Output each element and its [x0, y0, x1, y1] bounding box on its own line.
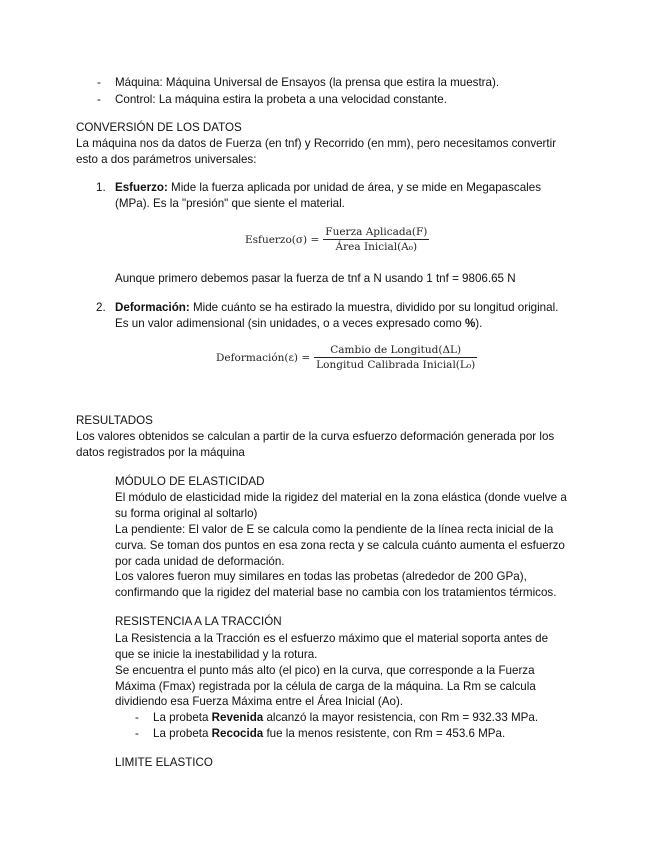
formula-numerator: Fuerza Aplicada(F) [325, 226, 428, 238]
bullet-recocida [153, 726, 505, 742]
bullet-dash: - [97, 76, 101, 89]
bullet-text: La probeta [153, 727, 212, 740]
paragraph-line: La Resistencia a la Tracción es el esfuerzo máximo que el material soporta antes de [115, 632, 549, 645]
item-text: ). [475, 317, 483, 330]
paragraph-line: curva. Se toman dos puntos en esa zona recta y se calcula cuánto aumenta el esfuerzo [115, 539, 565, 552]
bullet-dash: - [135, 727, 139, 740]
bullet-control: Control: La máquina estira la probeta a una velocidad constante. [115, 93, 447, 106]
item-stress-line1 [115, 180, 541, 196]
paragraph-line: confirmando que la rigidez del material base no cambia con los tratamientos térmicos. [115, 586, 557, 599]
formula-fraction [323, 226, 429, 253]
bullet-dash: - [97, 93, 101, 106]
specimen-name: Recocida [211, 727, 264, 740]
item-text: Mide cuánto se ha estirado la muestra, dividido por su longitud original. [189, 301, 559, 314]
paragraph-line: Máxima (Fmax) registrada por la célula de carga de la máquina. La Rm se calcula [115, 680, 536, 693]
term-strain: Deformación: [115, 301, 190, 314]
item-text: Mide la fuerza aplicada por unidad de área, y se mide en Megapascales [167, 181, 541, 194]
conversion-note: Aunque primero debemos pasar la fuerza de tnf a N usando 1 tnf = 9806.65 N [115, 272, 516, 285]
bullet-dash: - [135, 711, 139, 724]
paragraph-line: La pendiente: El valor de E se calcula como la pendiente de la línea recta inicial de la [115, 523, 554, 536]
paragraph-line: por cada unidad de deformación. [115, 555, 285, 568]
item-stress-line2: (MPa). Es la "presión" que siente el material. [115, 197, 345, 210]
formula-lhs: Deformación(ε) = [216, 351, 311, 364]
bullet-machine: Máquina: Máquina Universal de Ensayos (la prensa que estira la muestra). [115, 76, 500, 89]
bullet-text: fue la menos resistente, con Rm = 453.6 MPa. [263, 727, 506, 740]
paragraph-line: El módulo de elasticidad mide la rigidez del material en la zona elástica (donde vuelve a [115, 491, 567, 504]
paragraph-line: Los valores obtenidos se calculan a partir de la curva esfuerzo deformación generada por los [76, 430, 555, 443]
heading-conversion: CONVERSIÓN DE LOS DATOS [76, 121, 242, 134]
formula-lhs: Esfuerzo(σ) = [245, 233, 320, 246]
bullet-revenida [153, 710, 538, 726]
percent-symbol: % [464, 317, 476, 330]
heading-modulus: MÓDULO DE ELASTICIDAD [115, 475, 265, 488]
bullet-text: alcanzó la mayor resistencia, con Rm = 932.33 MPa. [263, 711, 539, 724]
paragraph-line: esto a dos parámetros universales: [76, 153, 257, 166]
paragraph-line: dividiendo esa Fuerza Máxima entre el Área Inicial (Ao). [115, 695, 404, 708]
bullet-text: La probeta [153, 711, 212, 724]
paragraph-line: que se inicie la inestabilidad y la rotura. [115, 648, 318, 661]
paragraph-line: Se encuentra el punto más alto (el pico) en la curva, que corresponde a la Fuerza [115, 664, 535, 677]
list-number: 1. [96, 181, 106, 194]
paragraph-line: Los valores fueron muy similares en todas las probetas (alrededor de 200 GPa), [115, 570, 527, 583]
formula-denominator: Área Inicial(A₀) [335, 241, 418, 253]
item-strain-line2 [115, 316, 482, 332]
formula-denominator: Longitud Calibrada Inicial(L₀) [316, 359, 476, 371]
list-number: 2. [96, 301, 106, 314]
formula-fraction [314, 344, 477, 371]
paragraph-line: La máquina nos da datos de Fuerza (en tnf) y Recorrido (en mm), pero necesitamos convertir [76, 137, 557, 150]
item-strain-line1 [115, 300, 558, 316]
paragraph-line: su forma original al soltarlo) [115, 507, 258, 520]
heading-results: RESULTADOS [76, 414, 153, 427]
term-stress: Esfuerzo: [115, 181, 168, 194]
paragraph-line: datos registrados por la máquina [76, 446, 245, 459]
formula-strain [216, 344, 477, 371]
heading-yield: LIMITE ELASTICO [115, 756, 213, 769]
formula-numerator: Cambio de Longitud(ΔL) [314, 344, 477, 358]
specimen-name: Revenida [211, 711, 264, 724]
heading-tensile: RESISTENCIA A LA TRACCIÓN [115, 615, 282, 628]
item-text: Es un valor adimensional (sin unidades, o a veces expresado como [115, 317, 465, 330]
formula-stress [245, 226, 429, 253]
